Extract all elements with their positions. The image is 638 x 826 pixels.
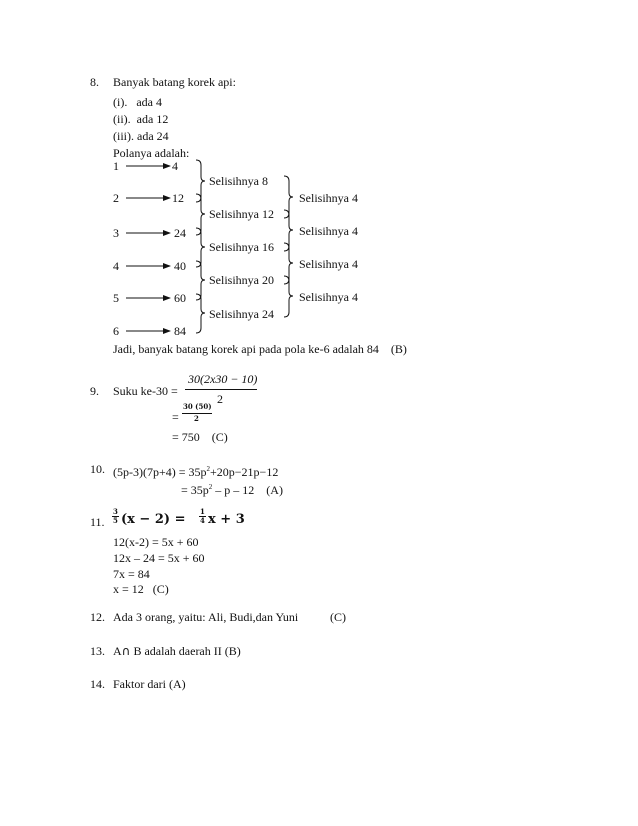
q8-item-3: (iii). ada 24 (113, 129, 169, 143)
row-v-1: 4 (172, 159, 178, 173)
q8-item-2: (ii). ada 12 (113, 112, 169, 126)
q11-frac2-den: 4 (200, 516, 205, 525)
q9-step2-num: 30 (50) (183, 402, 212, 411)
brace-2 (196, 194, 205, 235)
q11-step-2: 12x – 24 = 5x + 60 (113, 551, 205, 565)
q9-numerator: 30(2x30 − 10) (188, 372, 258, 386)
diff1-4: Selisihnya 20 (209, 273, 274, 287)
q10-number: 10. (90, 462, 105, 476)
q11-step-3: 7x = 84 (113, 567, 150, 581)
q11-step-1: 12(x-2) = 5x + 60 (113, 535, 199, 549)
row-v-4: 40 (174, 259, 186, 273)
q13-text: A∩ B adalah daerah II (B) (113, 644, 241, 658)
q10-line2: = $35p^2$ – p – 12 (A) (181, 483, 283, 497)
q8-item-1: (i). ada 4 (113, 95, 162, 109)
diff2-4: Selisihnya 4 (299, 290, 358, 304)
q9-step2-eq: = (172, 410, 179, 424)
q9-denominator: 2 (217, 392, 223, 406)
q8-conclusion: Jadi, banyak batang korek api pada pola ke-6 adalah 84 (B) (113, 342, 407, 356)
intersection-symbol: ∩ (121, 644, 131, 658)
diff1-2: Selisihnya 12 (209, 207, 274, 221)
q11-number: 11. (90, 515, 105, 529)
q11-expr2: x + 3 (208, 512, 245, 527)
q13-number: 13. (90, 644, 105, 658)
row-n-5: 5 (113, 291, 119, 305)
q9-label: Suku ke-30 = (113, 384, 178, 398)
diff1-3: Selisihnya 16 (209, 240, 274, 254)
q10-line1: $(5p-3)(7p+4) = 35p^2+20p-21p-12$ (113, 465, 279, 479)
diff1-5: Selisihnya 24 (209, 307, 274, 321)
q14-number: 14. (90, 677, 105, 691)
row-n-1: 1 (113, 159, 119, 173)
row-v-5: 60 (174, 291, 186, 305)
q11-frac2-num: 1 (200, 507, 205, 516)
row-v-2: 12 (172, 191, 184, 205)
row-v-3: 24 (174, 226, 186, 240)
q9-result: = 750 (C) (172, 430, 228, 444)
q9-number: 9. (90, 384, 99, 398)
row-n-4: 4 (113, 259, 119, 273)
row-n-3: 3 (113, 226, 119, 240)
q11-expr: (x − 2) = (121, 512, 186, 527)
diff2-1: Selisihnya 4 (299, 191, 358, 205)
q11-frac-num: 3 (113, 507, 118, 516)
brace-2d (284, 276, 293, 317)
q12-answer: (C) (330, 610, 346, 624)
q11-frac-den: 5 (113, 516, 118, 525)
q12-number: 12. (90, 610, 105, 624)
row-n-2: 2 (113, 191, 119, 205)
q8-number: 8. (90, 75, 99, 89)
q12-text: Ada 3 orang, yaitu: Ali, Budi,dan Yuni (113, 610, 299, 624)
q8-pattern-label: Polanya adalah: (113, 146, 190, 160)
diff1-1: Selisihnya 8 (209, 174, 268, 188)
q9-fraction-bar (185, 389, 257, 390)
q9-step2-den: 2 (194, 414, 199, 423)
row-v-6: 84 (174, 324, 186, 338)
diff2-2: Selisihnya 4 (299, 224, 358, 238)
q11-step-4: x = 12 (C) (113, 582, 169, 596)
q8-title: Banyak batang korek api: (113, 75, 236, 89)
diff2-3: Selisihnya 4 (299, 257, 358, 271)
row-n-6: 6 (113, 324, 119, 338)
q14-text: Faktor dari (A) (113, 677, 186, 691)
